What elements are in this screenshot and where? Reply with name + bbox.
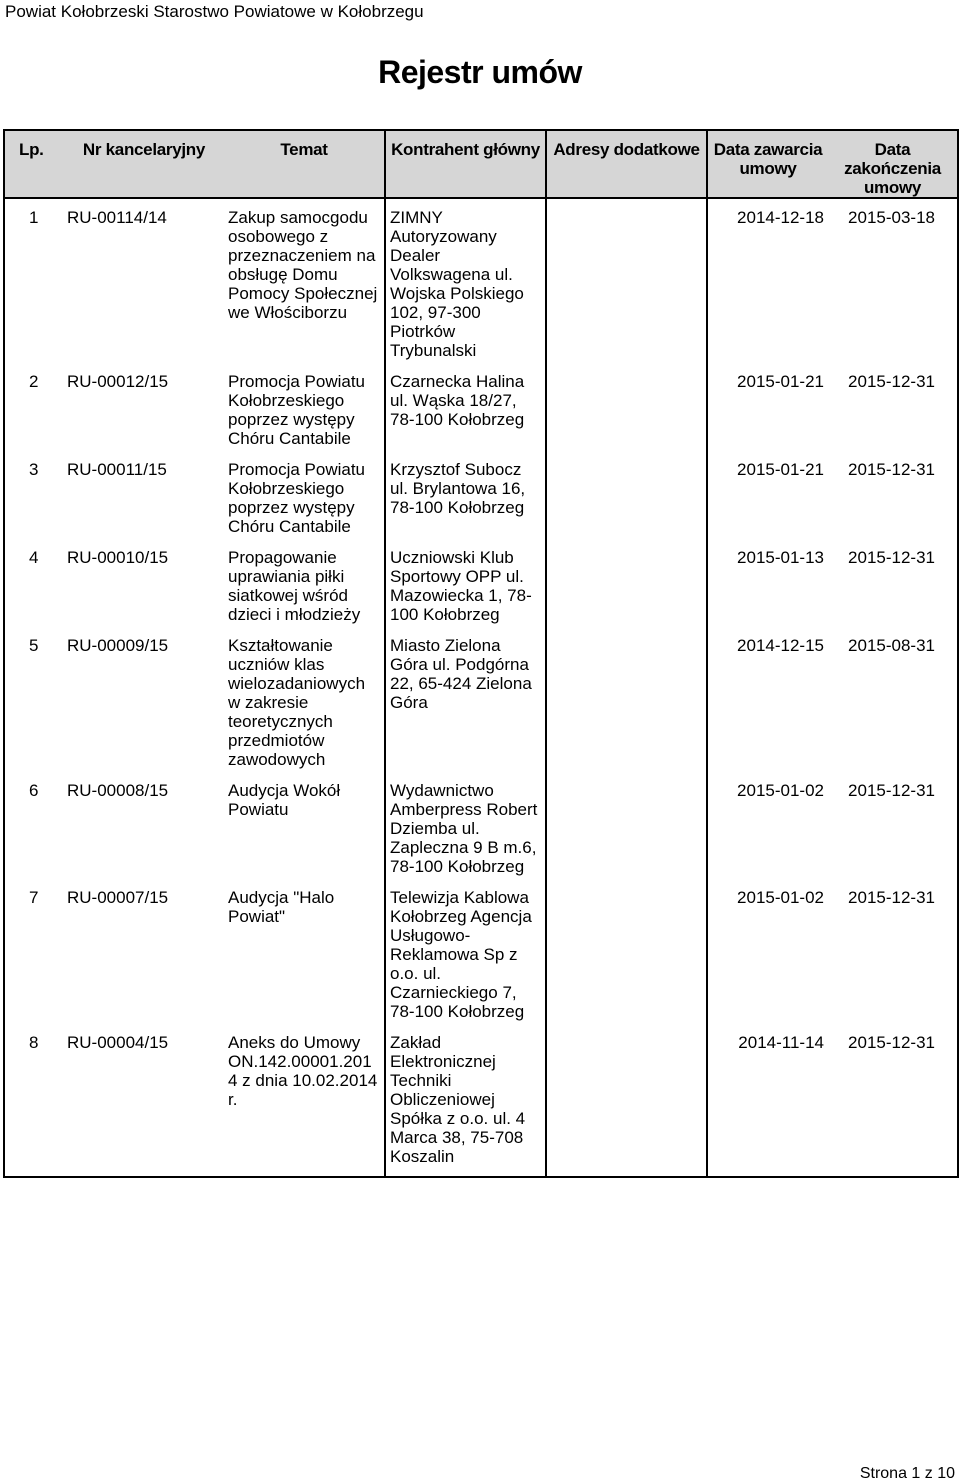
row-data-zawarcia: 2015-01-02 (707, 886, 828, 1031)
row-data-zawarcia: 2014-12-15 (707, 634, 828, 779)
row-lp: 6 (29, 781, 39, 800)
row-kontrahent: Czarnecka Halina ul. Wąska 18/27, 78-100 Kołobrzeg (385, 370, 546, 458)
row-lp: 7 (29, 888, 39, 907)
table-row (4, 206, 958, 370)
column-header-nr: Nr kancelaryjny (64, 130, 224, 198)
row-data-zakonczenia: 2015-12-31 (848, 1033, 935, 1052)
row-data-zakonczenia: 2015-03-18 (848, 208, 935, 227)
column-header-lp: Lp. (4, 130, 64, 198)
row-adresy (546, 779, 707, 886)
row-adresy (546, 370, 707, 458)
row-data-zakonczenia: 2015-12-31 (848, 548, 935, 567)
row-adresy (546, 546, 707, 634)
row-data-zakonczenia: 2015-12-31 (848, 460, 935, 479)
row-temat: Promocja Powiatu Kołobrzeskiego poprzez występy Chóru Cantabile (228, 460, 366, 536)
table-row (4, 1031, 958, 1177)
contracts-register-table (3, 129, 959, 1178)
row-kontrahent: ZIMNY Autoryzowany Dealer Volkswagena ul. Wojska Polskiego 102, 97-300 Piotrków Trybunalski (385, 206, 546, 370)
row-temat: Propagowanie uprawiania piłki siatkowej wśród dzieci i młodzieży (228, 548, 361, 624)
row-data-zakonczenia: 2015-12-31 (848, 781, 935, 800)
row-kontrahent: Zakład Elektronicznej Techniki Obliczeniowej Spółka z o.o. ul. 4 Marca 38, 75-708 Koszalin (385, 1031, 546, 1177)
document-title: Rejestr umów (378, 54, 582, 90)
row-kontrahent: Telewizja Kablowa Kołobrzeg Agencja Usługowo-Reklamowa Sp z o.o. ul. Czarnieckiego 7, 78-100 Kołobrzeg (385, 886, 546, 1031)
row-data-zakonczenia: 2015-08-31 (848, 636, 935, 655)
page-number: Strona 1 z 10 (859, 1465, 955, 1482)
row-temat: Kształtowanie uczniów klas wielozadaniowych w zakresie teoretycznych przedmiotów zawodowych (228, 636, 366, 769)
row-nr-kancelaryjny: RU-00008/15 (67, 781, 169, 800)
row-kontrahent: Uczniowski Klub Sportowy OPP ul. Mazowiecka 1, 78-100 Kołobrzeg (385, 546, 546, 634)
row-data-zawarcia: 2015-01-02 (707, 779, 828, 886)
row-adresy (546, 886, 707, 1031)
table-row (4, 370, 958, 458)
table-header-row (4, 130, 958, 198)
row-temat: Promocja Powiatu Kołobrzeskiego poprzez występy Chóru Cantabile (228, 372, 366, 448)
row-lp: 5 (29, 636, 39, 655)
row-nr-kancelaryjny: RU-00009/15 (67, 636, 169, 655)
row-adresy (546, 206, 707, 370)
row-nr-kancelaryjny: RU-00004/15 (67, 1033, 169, 1052)
row-adresy (546, 1031, 707, 1177)
row-data-zakonczenia: 2015-12-31 (848, 372, 935, 391)
table-row (4, 886, 958, 1031)
column-header-data-zawarcia: Data zawarcia umowy (707, 130, 828, 198)
column-header-adresy: Adresy dodatkowe (546, 130, 707, 198)
row-nr-kancelaryjny: RU-00010/15 (67, 548, 169, 567)
table-row (4, 779, 958, 886)
page-header: Powiat Kołobrzeski Starostwo Powiatowe w Kołobrzegu (5, 2, 424, 21)
row-data-zawarcia: 2014-12-18 (707, 206, 828, 370)
row-nr-kancelaryjny: RU-00012/15 (67, 372, 169, 391)
row-lp: 3 (29, 460, 39, 479)
row-nr-kancelaryjny: RU-00114/14 (67, 208, 167, 227)
row-adresy (546, 458, 707, 546)
row-temat: Audycja "Halo Powiat" (228, 888, 335, 926)
table-spacer (4, 198, 958, 206)
table-row (4, 458, 958, 546)
column-header-data-zakonczenia: Data zakończenia umowy (828, 130, 958, 198)
row-data-zawarcia: 2014-11-14 (707, 1031, 828, 1177)
row-data-zawarcia: 2015-01-21 (707, 458, 828, 546)
row-lp: 4 (29, 548, 39, 567)
row-temat: Aneks do Umowy ON.142.00001.2014 z dnia 10.02.2014 r. (228, 1033, 378, 1109)
row-data-zakonczenia: 2015-12-31 (848, 888, 935, 907)
column-header-temat: Temat (224, 130, 385, 198)
row-kontrahent: Krzysztof Subocz ul. Brylantowa 16, 78-100 Kołobrzeg (385, 458, 546, 546)
table-row (4, 546, 958, 634)
row-adresy (546, 634, 707, 779)
row-data-zawarcia: 2015-01-13 (707, 546, 828, 634)
table-row (4, 634, 958, 779)
row-lp: 1 (29, 208, 39, 227)
row-nr-kancelaryjny: RU-00007/15 (67, 888, 169, 907)
row-lp: 8 (29, 1033, 39, 1052)
row-lp: 2 (29, 372, 39, 391)
row-kontrahent: Miasto Zielona Góra ul. Podgórna 22, 65-424 Zielona Góra (385, 634, 546, 779)
row-kontrahent: Wydawnictwo Amberpress Robert Dziemba ul. Zapleczna 9 B m.6, 78-100 Kołobrzeg (385, 779, 546, 886)
row-temat: Zakup samocgodu osobowego z przeznaczeniem na obsługę Domu Pomocy Społecznej we Włościborzu (228, 208, 378, 322)
column-header-kontrahent: Kontrahent główny (385, 130, 546, 198)
row-data-zawarcia: 2015-01-21 (707, 370, 828, 458)
row-temat: Audycja Wokół Powiatu (228, 781, 341, 819)
row-nr-kancelaryjny: RU-00011/15 (67, 460, 167, 479)
